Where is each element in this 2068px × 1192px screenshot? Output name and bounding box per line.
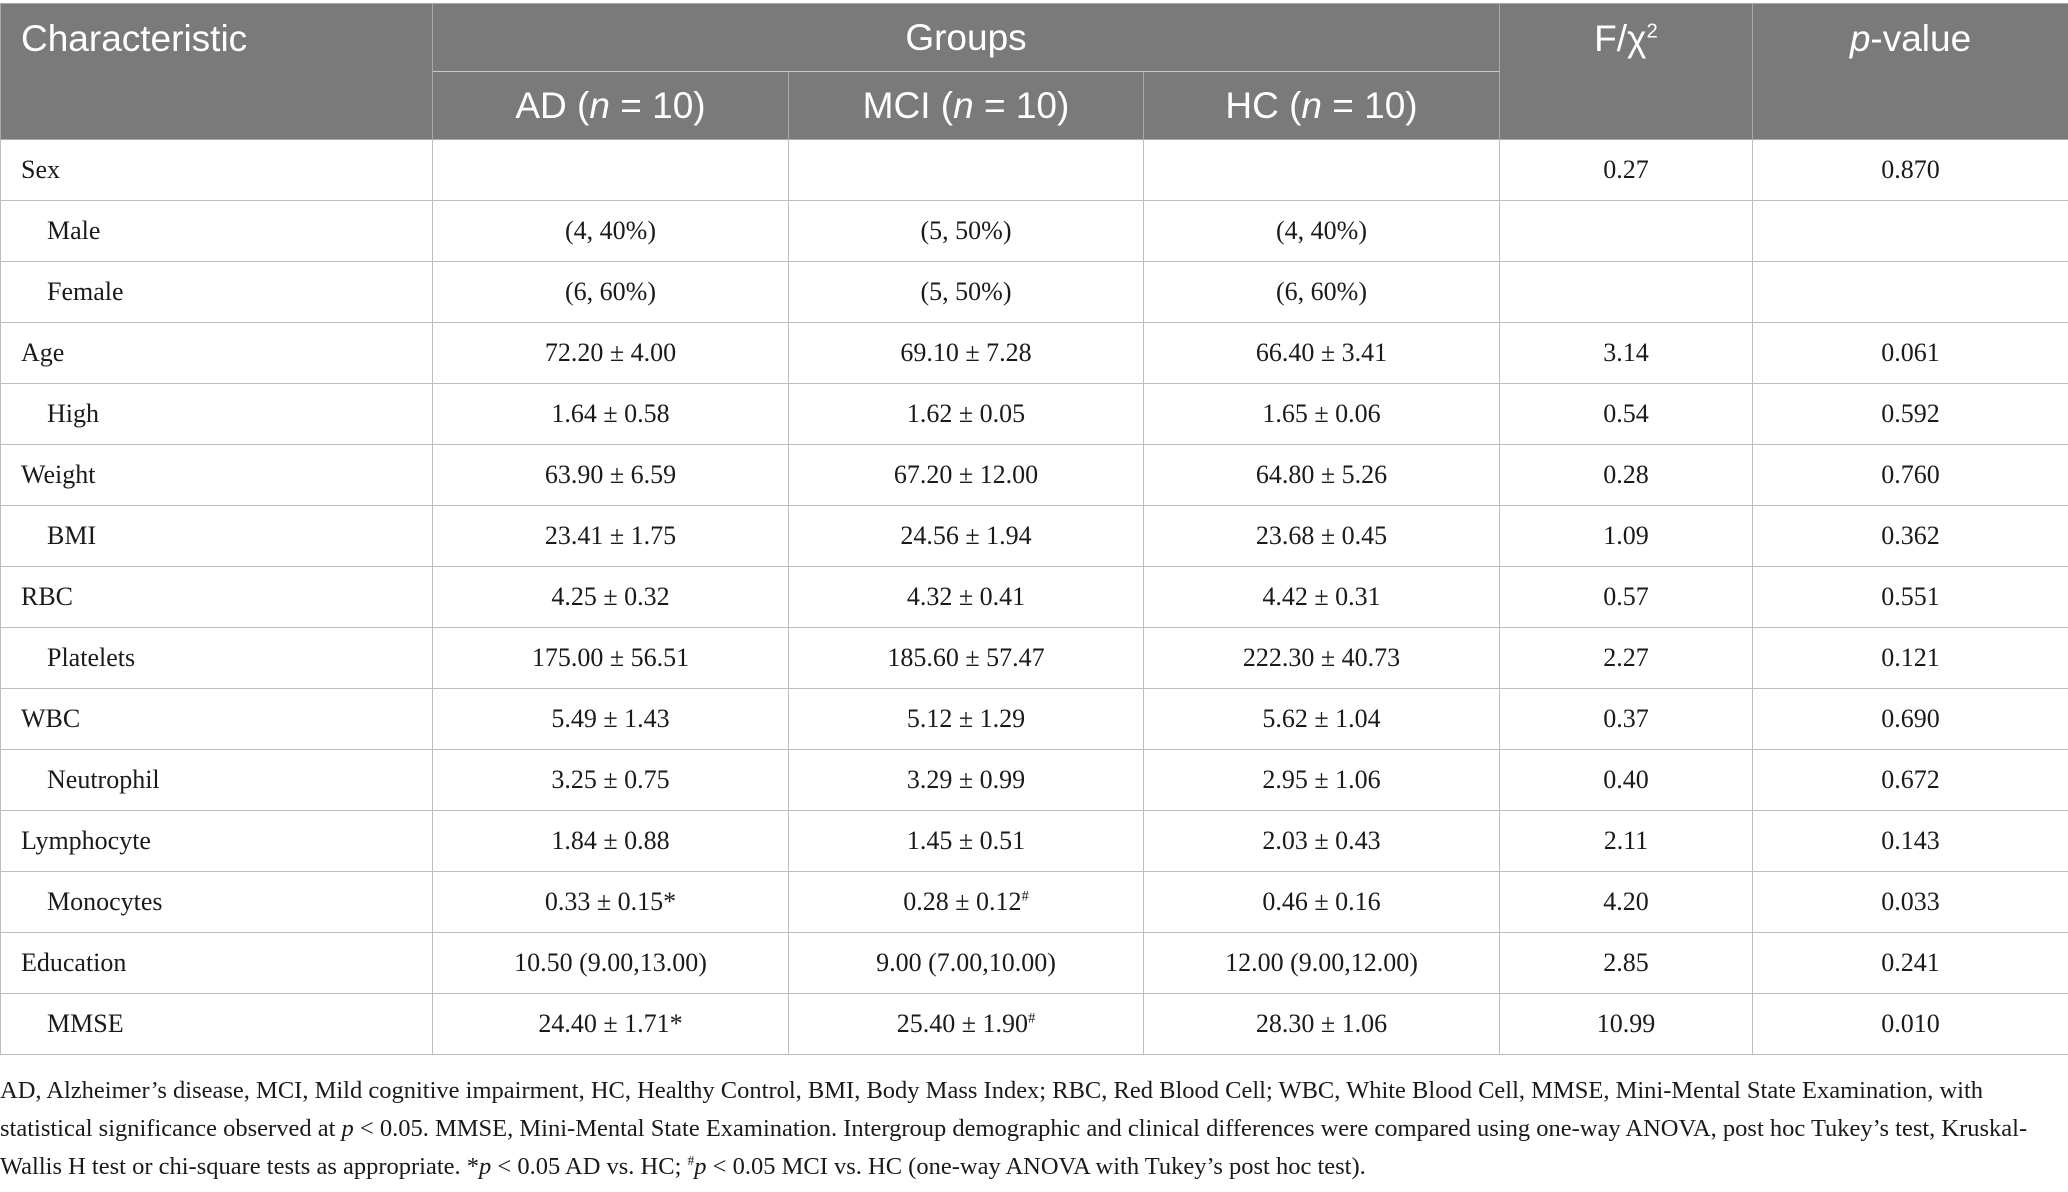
header-f-chi-text: F/χ [1594, 18, 1647, 59]
cell-hc: (4, 40%) [1144, 201, 1500, 262]
cell-ad-value: 0.33 ± 0.15* [544, 887, 677, 916]
footnote-hash: # [687, 1152, 695, 1168]
table-row [1, 140, 2068, 201]
cell-p: 0.010 [1753, 994, 2068, 1055]
cell-mci [789, 445, 1144, 506]
row-label: Platelets [1, 628, 433, 689]
header-ad-n: n [589, 84, 610, 126]
row-label: Education [1, 933, 433, 994]
cell-ad [433, 201, 789, 262]
cell-mci [789, 567, 1144, 628]
table-row [1, 201, 2068, 262]
table-row [1, 628, 2068, 689]
cell-f: 2.85 [1500, 933, 1753, 994]
cell-p: 0.870 [1753, 140, 2068, 201]
cell-mci [789, 933, 1144, 994]
cell-hc: 64.80 ± 5.26 [1144, 445, 1500, 506]
cell-p [1753, 201, 2068, 262]
table-row [1, 262, 2068, 323]
cell-p: 0.690 [1753, 689, 2068, 750]
table-row [1, 506, 2068, 567]
header-mci [789, 72, 1144, 140]
cell-ad-value: 23.41 ± 1.75 [544, 521, 677, 550]
cell-hc [1144, 140, 1500, 201]
cell-ad [433, 140, 789, 201]
header-f-chi [1500, 4, 1753, 140]
cell-f: 2.11 [1500, 811, 1753, 872]
header-mci-label: MCI ( [862, 84, 954, 126]
cell-ad-value: 72.20 ± 4.00 [544, 338, 677, 367]
header-ad-label: AD ( [515, 84, 590, 126]
cell-ad [433, 750, 789, 811]
cell-ad [433, 262, 789, 323]
header-ad-rest: = 10) [609, 84, 706, 126]
header-characteristic: Characteristic [1, 4, 433, 140]
cell-p: 0.760 [1753, 445, 2068, 506]
cell-ad [433, 628, 789, 689]
cell-f: 10.99 [1500, 994, 1753, 1055]
table-row [1, 445, 2068, 506]
cell-mci [789, 140, 1144, 201]
table-row [1, 811, 2068, 872]
cell-f: 1.09 [1500, 506, 1753, 567]
cell-ad [433, 689, 789, 750]
cell-mci-value: 1.62 ± 0.05 [906, 399, 1026, 428]
cell-ad-value: 1.64 ± 0.58 [551, 399, 670, 428]
header-p-italic: p [1849, 18, 1871, 59]
cell-ad [433, 506, 789, 567]
cell-hc: 222.30 ± 40.73 [1144, 628, 1500, 689]
cell-mci [789, 262, 1144, 323]
cell-ad-value: 24.40 ± 1.71* [538, 1009, 683, 1038]
cell-ad [433, 445, 789, 506]
cell-f: 4.20 [1500, 872, 1753, 933]
header-hc-label: HC ( [1225, 84, 1302, 126]
cell-f: 0.57 [1500, 567, 1753, 628]
header-p-value [1753, 4, 2068, 140]
cell-p: 0.551 [1753, 567, 2068, 628]
footnote-p2: p [479, 1153, 492, 1180]
cell-mci [789, 323, 1144, 384]
cell-mci-value: 9.00 (7.00,10.00) [876, 948, 1056, 977]
cell-ad [433, 567, 789, 628]
footnote-part1: AD, Alzheimer’s disease, MCI, Mild cognitive impairment, HC, Healthy Control, BMI, Body Mass Index; RBC, Red Blood Cell; WBC, White Blood Cell, MMSE, Mini-Mental State Examination, with statistical significance observed at [0, 1077, 1984, 1142]
row-label: Male [1, 201, 433, 262]
cell-f [1500, 262, 1753, 323]
cell-p [1753, 262, 2068, 323]
cell-hc: (6, 60%) [1144, 262, 1500, 323]
table-body [1, 140, 2068, 1055]
table-row [1, 323, 2068, 384]
cell-ad-value: 5.49 ± 1.43 [551, 704, 670, 733]
header-mci-n: n [953, 84, 974, 126]
cell-f: 0.37 [1500, 689, 1753, 750]
cell-f: 2.27 [1500, 628, 1753, 689]
cell-ad [433, 323, 789, 384]
cell-mci [789, 201, 1144, 262]
cell-p: 0.033 [1753, 872, 2068, 933]
cell-p: 0.362 [1753, 506, 2068, 567]
table-row [1, 994, 2068, 1055]
cell-ad [433, 384, 789, 445]
cell-hc: 2.03 ± 0.43 [1144, 811, 1500, 872]
cell-mci-value: 3.29 ± 0.99 [906, 765, 1026, 794]
cell-mci-value: (5, 50%) [920, 216, 1012, 245]
row-label: MMSE [1, 994, 433, 1055]
cell-hc: 23.68 ± 0.45 [1144, 506, 1500, 567]
cell-hc: 0.46 ± 0.16 [1144, 872, 1500, 933]
cell-ad [433, 811, 789, 872]
table-row [1, 750, 2068, 811]
cell-hc: 4.42 ± 0.31 [1144, 567, 1500, 628]
table-header [1, 4, 2068, 140]
cell-mci-sup: # [1021, 888, 1029, 905]
cell-p: 0.592 [1753, 384, 2068, 445]
cell-mci [789, 750, 1144, 811]
cell-ad-value: 175.00 ± 56.51 [531, 643, 690, 672]
cell-mci [789, 872, 1144, 933]
row-label: Monocytes [1, 872, 433, 933]
row-label: RBC [1, 567, 433, 628]
row-label: BMI [1, 506, 433, 567]
header-mci-rest: = 10) [973, 84, 1070, 126]
table-row [1, 933, 2068, 994]
cell-f [1500, 201, 1753, 262]
header-groups: Groups [433, 4, 1500, 72]
cell-hc: 5.62 ± 1.04 [1144, 689, 1500, 750]
cell-hc: 66.40 ± 3.41 [1144, 323, 1500, 384]
header-p-rest: -value [1870, 18, 1972, 59]
cell-ad-value: 4.25 ± 0.32 [551, 582, 670, 611]
header-f-chi-sup: 2 [1646, 20, 1658, 43]
cell-mci-sup: # [1028, 1010, 1036, 1027]
cell-mci-value: 69.10 ± 7.28 [900, 338, 1032, 367]
cell-hc: 1.65 ± 0.06 [1144, 384, 1500, 445]
footnote-p3: p [694, 1153, 707, 1180]
footnote-part4: < 0.05 MCI vs. HC (one-way ANOVA with Tukey’s post hoc test). [706, 1153, 1366, 1180]
cell-ad [433, 994, 789, 1055]
table-footnote [0, 1072, 2060, 1186]
cell-mci [789, 628, 1144, 689]
footnote-part2: < 0.05. MMSE, Mini-Mental State Examination. Intergroup demographic and clinical differences were compared using one-way ANOVA, post hoc Tukey’s test, Kruskal-Wallis H test or chi-square tests as appropriate. * [0, 1115, 2028, 1180]
cell-f: 3.14 [1500, 323, 1753, 384]
cell-ad-value: 63.90 ± 6.59 [544, 460, 677, 489]
footnote-part3: < 0.05 AD vs. HC; [491, 1153, 688, 1180]
cell-f: 0.28 [1500, 445, 1753, 506]
cell-mci-value: 67.20 ± 12.00 [893, 460, 1039, 489]
table-row [1, 567, 2068, 628]
cell-ad-value: 3.25 ± 0.75 [551, 765, 670, 794]
cell-mci [789, 384, 1144, 445]
cell-p: 0.143 [1753, 811, 2068, 872]
header-hc-n: n [1301, 84, 1322, 126]
cell-ad-value: (4, 40%) [565, 216, 656, 245]
header-hc [1144, 72, 1500, 140]
demographics-table [0, 3, 2068, 1055]
row-label: Age [1, 323, 433, 384]
cell-hc: 28.30 ± 1.06 [1144, 994, 1500, 1055]
cell-ad-value: (6, 60%) [565, 277, 656, 306]
row-label: Sex [1, 140, 433, 201]
row-label: WBC [1, 689, 433, 750]
cell-f: 0.54 [1500, 384, 1753, 445]
cell-p: 0.121 [1753, 628, 2068, 689]
cell-mci-value: 24.56 ± 1.94 [900, 521, 1032, 550]
cell-hc: 2.95 ± 1.06 [1144, 750, 1500, 811]
cell-ad-value: 1.84 ± 0.88 [551, 826, 670, 855]
cell-p: 0.241 [1753, 933, 2068, 994]
cell-mci [789, 811, 1144, 872]
table-row [1, 872, 2068, 933]
table-row [1, 689, 2068, 750]
cell-hc: 12.00 (9.00,12.00) [1144, 933, 1500, 994]
header-ad [433, 72, 789, 140]
cell-mci [789, 506, 1144, 567]
cell-mci-value: 4.32 ± 0.41 [906, 582, 1026, 611]
header-hc-rest: = 10) [1321, 84, 1418, 126]
row-label: High [1, 384, 433, 445]
row-label: Female [1, 262, 433, 323]
cell-mci [789, 689, 1144, 750]
cell-mci-value: (5, 50%) [920, 277, 1012, 306]
cell-ad-value: 10.50 (9.00,13.00) [514, 948, 707, 977]
cell-p: 0.672 [1753, 750, 2068, 811]
table-row [1, 384, 2068, 445]
cell-mci-value: 1.45 ± 0.51 [906, 826, 1026, 855]
row-label: Lymphocyte [1, 811, 433, 872]
cell-mci-value: 5.12 ± 1.29 [906, 704, 1026, 733]
footnote-p1: p [341, 1115, 354, 1142]
footnote-text [0, 1072, 2060, 1186]
cell-mci [789, 994, 1144, 1055]
cell-ad [433, 933, 789, 994]
cell-mci-value: 25.40 ± 1.90 [896, 1009, 1029, 1038]
cell-ad [433, 872, 789, 933]
cell-mci-value: 185.60 ± 57.47 [887, 643, 1045, 672]
row-label: Neutrophil [1, 750, 433, 811]
cell-p: 0.061 [1753, 323, 2068, 384]
row-label: Weight [1, 445, 433, 506]
cell-mci-value: 0.28 ± 0.12 [903, 887, 1022, 916]
cell-f: 0.40 [1500, 750, 1753, 811]
cell-f: 0.27 [1500, 140, 1753, 201]
